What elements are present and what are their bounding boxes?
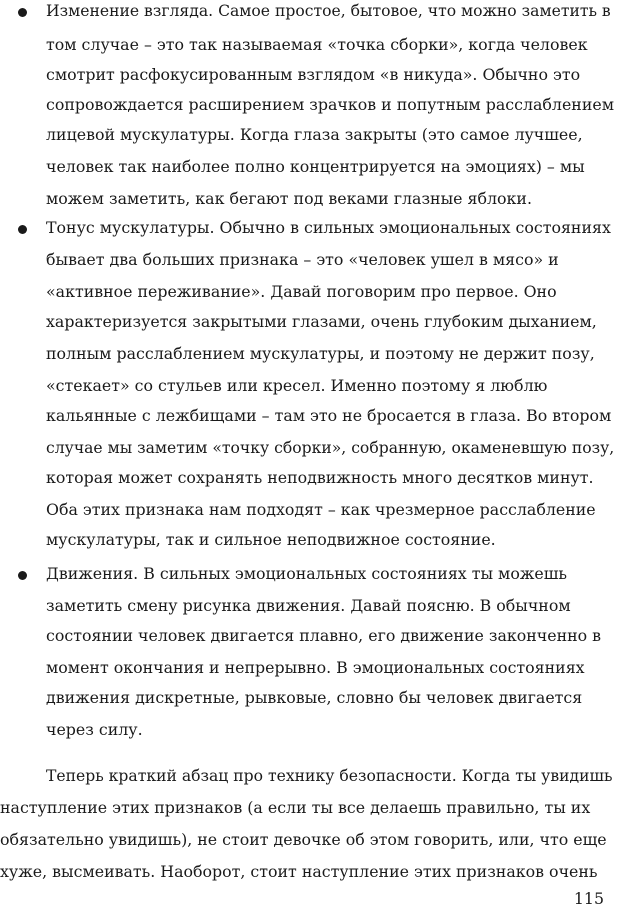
bullet-2-line: полным расслаблением мускулатуры, и поэтому не держит позу,	[46, 344, 595, 363]
bullet-2-line: которая может сохранять неподвижность много десятков минут.	[46, 468, 594, 487]
bullet-1-line: человек так наиболее полно концентрируется на эмоциях) – мы	[46, 157, 585, 176]
bullet-3-line: состоянии человек двигается плавно, его движение законченно в	[46, 626, 602, 645]
bullet-1-line: лицевой мускулатуры. Когда глаза закрыты (это самое лучшее,	[46, 125, 583, 144]
bullet-2-line: «стекает» со стульев или кресел. Именно поэтому я люблю	[46, 376, 548, 395]
bullet-2-line: бывает два больших признака – это «человек ушел в мясо» и	[46, 250, 559, 269]
bullet-1-line: Изменение взгляда. Самое простое, бытовое, что можно заметить в	[46, 2, 611, 20]
bullet-1-line: том случае – это так называемая «точка сборки», когда человек	[46, 35, 588, 54]
bullet-dot-icon	[18, 225, 27, 234]
paragraph-line: хуже, высмеивать. Наоборот, стоит наступление этих признаков очень	[0, 862, 598, 881]
bullet-2-line: кальянные с лежбищами – там это не бросается в глаза. Во втором	[46, 406, 612, 425]
bullet-3-line: момент окончания и непрерывно. В эмоциональных состояниях	[46, 658, 585, 677]
bullet-3-line: заметить смену рисунка движения. Давай поясню. В обычном	[46, 596, 571, 615]
bullet-2-line: характеризуется закрытыми глазами, очень глубоким дыханием,	[46, 312, 597, 331]
bullet-2-line: «активное переживание». Давай поговорим про первое. Оно	[46, 282, 557, 301]
bullet-2-line: случае мы заметим «точку сборки», собранную, окаменевшую позу,	[46, 439, 615, 457]
bullet-2-line: Оба этих признака нам подходят – как чрезмерное расслабление	[46, 500, 596, 519]
bullet-dot-icon	[18, 8, 27, 17]
paragraph-line: наступление этих признаков (а если ты все делаешь правильно, ты их	[0, 798, 591, 817]
bullet-1-line: сопровождается расширением зрачков и попутным расслаблением	[46, 95, 614, 114]
bullet-3-line: Движения. В сильных эмоциональных состояниях ты можешь	[46, 564, 568, 583]
paragraph-line: Теперь краткий абзац про технику безопасности. Когда ты увидишь	[46, 767, 613, 785]
bullet-1-line: смотрит расфокусированным взглядом «в никуда». Обычно это	[46, 65, 581, 84]
bullet-3-line: движения дискретные, рывковые, словно бы человек двигается	[46, 688, 583, 707]
bullet-2-line: Тонус мускулатуры. Обычно в сильных эмоциональных состояниях	[46, 218, 611, 237]
bullet-3-line: через силу.	[46, 720, 143, 739]
bullet-2-line: мускулатуры, так и сильное неподвижное состояние.	[46, 530, 496, 549]
bullet-1-line: можем заметить, как бегают под веками глазные яблоки.	[46, 189, 532, 208]
paragraph-line: обязательно увидишь), не стоит девочке об этом говорить, или, что еще	[0, 830, 607, 849]
bullet-dot-icon	[18, 571, 27, 580]
page-number: 115	[573, 889, 604, 908]
